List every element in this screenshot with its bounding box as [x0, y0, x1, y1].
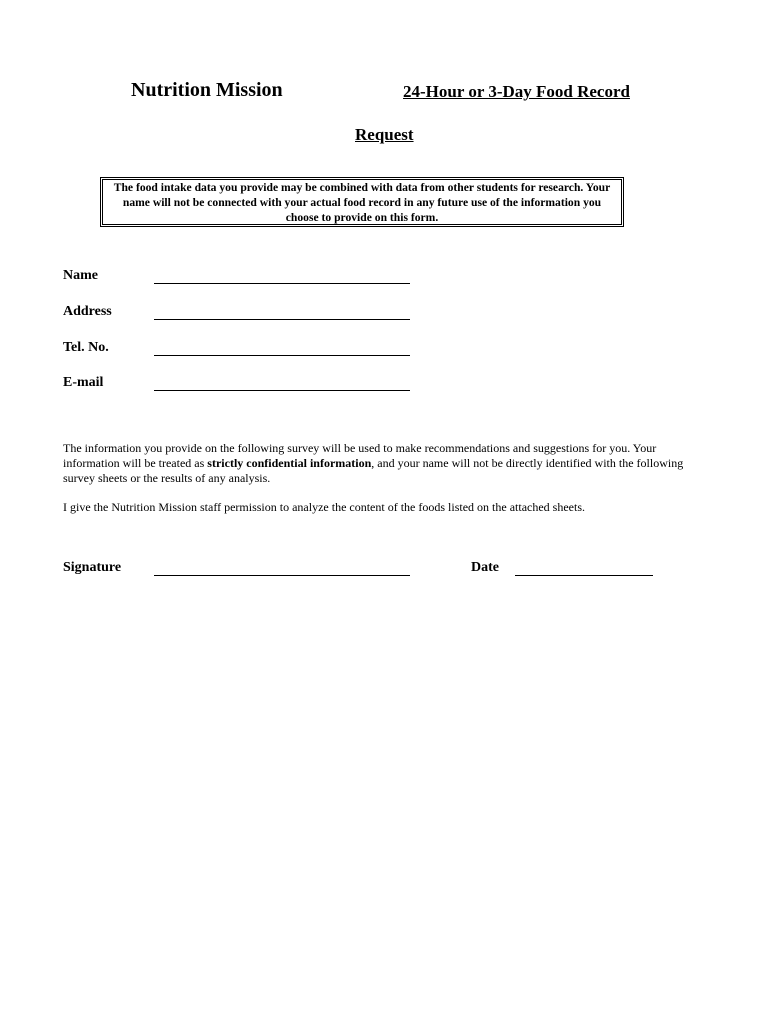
signature-label: Signature: [63, 560, 122, 575]
email-label: E-mail: [63, 375, 104, 390]
name-field-line[interactable]: [154, 283, 410, 284]
para1-before: The information you provide on the following survey will be used to make recommendations and suggestions for you. Your information will be treated as: [63, 441, 657, 470]
address-label: Address: [63, 304, 112, 319]
email-field-line[interactable]: [154, 390, 410, 391]
name-label: Name: [63, 268, 98, 283]
para1-bold: strictly confidential information: [207, 456, 372, 470]
organization-title: Nutrition Mission: [131, 79, 283, 101]
permission-paragraph: I give the Nutrition Mission staff permission to analyze the content of the foods listed on the attached sheets.: [63, 500, 585, 514]
tel-field-line[interactable]: [154, 355, 410, 356]
form-subtitle: Request: [355, 125, 414, 144]
para1-after: , and your name will not be directly identified with the following survey sheets or the results of any analysis.: [63, 456, 684, 485]
notice-box: [100, 177, 624, 227]
signature-field-line[interactable]: [154, 575, 410, 576]
date-field-line[interactable]: [515, 575, 653, 576]
tel-label: Tel. No.: [63, 340, 109, 355]
form-title: 24-Hour or 3-Day Food Record: [403, 82, 630, 101]
date-label: Date: [471, 560, 499, 575]
confidentiality-paragraph: [63, 441, 703, 486]
notice-text: The food intake data you provide may be combined with data from other students for research. Your name will not be connected with your actual food record in any future use of the information you choose to provide on this form.: [113, 180, 611, 224]
address-field-line[interactable]: [154, 319, 410, 320]
